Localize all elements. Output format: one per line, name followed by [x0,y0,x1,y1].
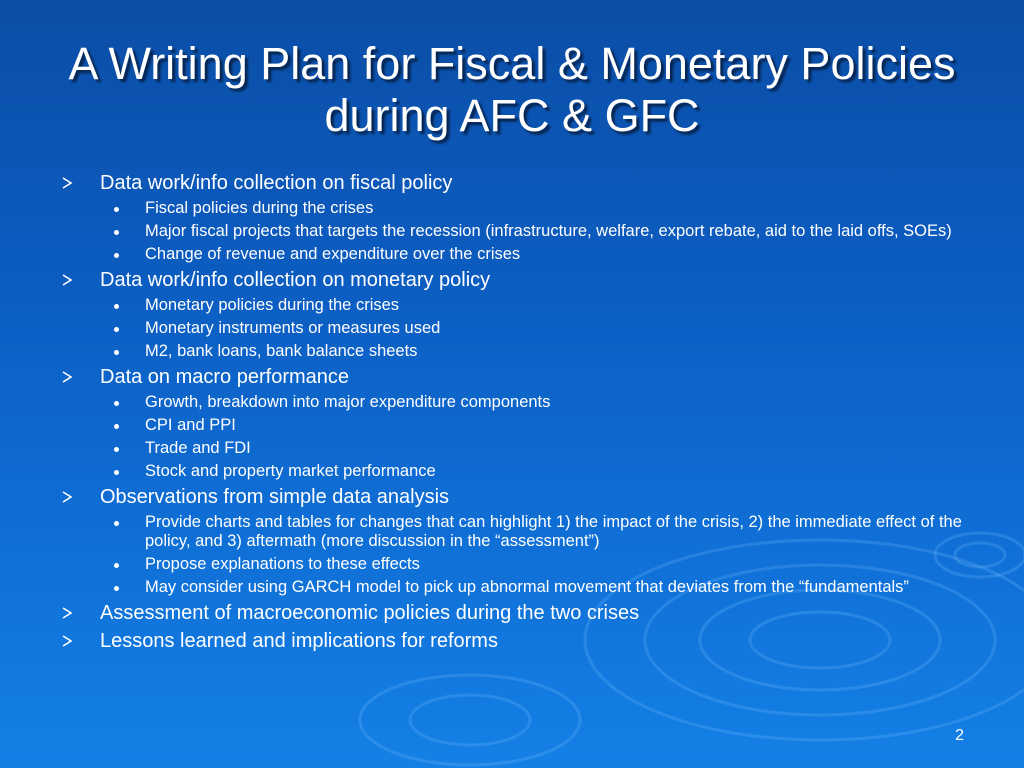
bullet-item [62,171,962,195]
sub-bullet-text: Trade and FDI [145,439,251,457]
sub-bullet-item [62,555,962,574]
sub-bullet-text: May consider using GARCH model to pick up abnormal movement that deviates from the “fundamentals” [145,578,909,596]
sub-bullet-item [62,342,962,361]
bullet-text: Data on macro performance [100,366,350,388]
dot-bullet-icon [114,230,119,235]
dot-bullet-icon [114,470,119,475]
slide-title: A Writing Plan for Fiscal & Monetary Policies during AFC & GFC [68,38,956,141]
sub-bullet-item [62,393,962,412]
bullet-item [62,629,962,653]
bullet-text: Lessons learned and implications for reforms [100,630,498,652]
sub-bullet-text: Fiscal policies during the crises [145,199,374,217]
bullet-list [62,167,962,653]
sub-bullet-text: Monetary instruments or measures used [145,319,441,337]
dot-bullet-icon [114,207,119,212]
bullet-item [62,365,962,389]
sub-bullet-text: Change of revenue and expenditure over the crises [145,245,521,263]
sub-bullet-item [62,319,962,338]
bullet-text: Assessment of macroeconomic policies during the two crises [100,602,640,624]
sub-bullet-text: CPI and PPI [145,416,236,434]
sub-bullet-text: Monetary policies during the crises [145,296,400,314]
arrowhead-bullet-icon [62,177,73,189]
bullet-item [62,268,962,292]
page-number: 2 [955,727,964,744]
sub-bullet-item [62,462,962,481]
dot-bullet-icon [114,521,119,526]
arrowhead-bullet-icon [62,491,73,503]
sub-bullet-item [62,199,962,218]
sub-bullet-text: Stock and property market performance [145,462,436,480]
sub-bullet-text: Growth, breakdown into major expenditure components [145,393,551,411]
arrowhead-bullet-icon [62,371,73,383]
sub-bullet-item [62,296,962,315]
dot-bullet-icon [114,424,119,429]
dot-bullet-icon [114,350,119,355]
sub-bullet-item [62,513,962,551]
arrowhead-bullet-icon [62,274,73,286]
sub-bullet-item [62,222,962,241]
bullet-text: Data work/info collection on monetary policy [100,269,491,291]
sub-bullet-item [62,439,962,458]
bullet-item [62,485,962,509]
sub-bullet-text: Provide charts and tables for changes that can highlight 1) the impact of the crisis, 2) the immediate effect of the policy, and 3) aftermath (more discussion in the “assessment”) [145,513,962,550]
arrowhead-bullet-icon [62,607,73,619]
bullet-text: Observations from simple data analysis [100,486,450,508]
sub-bullet-text: Major fiscal projects that targets the recession (infrastructure, welfare, export rebate, aid to the laid offs, SOEs) [145,222,952,240]
dot-bullet-icon [114,586,119,591]
dot-bullet-icon [114,401,119,406]
sub-bullet-item [62,416,962,435]
dot-bullet-icon [114,563,119,568]
arrowhead-bullet-icon [62,635,73,647]
sub-bullet-item [62,245,962,264]
dot-bullet-icon [114,304,119,309]
sub-bullet-item [62,578,962,597]
bullet-text: Data work/info collection on fiscal policy [100,172,453,194]
dot-bullet-icon [114,253,119,258]
sub-bullet-text: Propose explanations to these effects [145,555,420,573]
bullet-item [62,601,962,625]
dot-bullet-icon [114,327,119,332]
sub-bullet-text: M2, bank loans, bank balance sheets [145,342,418,360]
dot-bullet-icon [114,447,119,452]
